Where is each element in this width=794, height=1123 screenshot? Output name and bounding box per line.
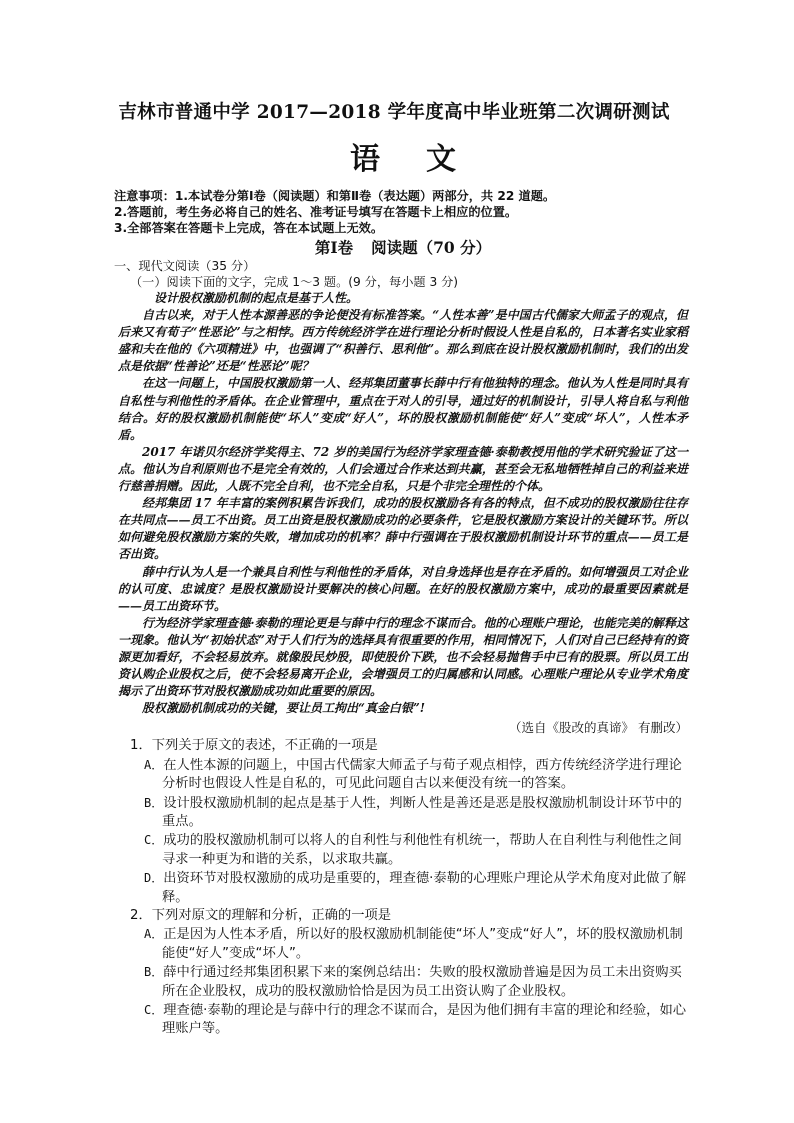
exam-page [114, 98, 688, 1039]
passage-source: （选自《股改的真谛》 有删改） [509, 720, 688, 736]
subsection-heading: （一）阅读下面的文字，完成 1～3 题。(9 分，每小题 3 分) [130, 275, 459, 289]
question-stem: 2．下列对原文的理解和分析，正确的一项是 [130, 908, 392, 923]
answer-option-c: C．成功的股权激励机制可以将人的自利性与利他性有机统一，帮助人在自利性与利他性之间寻求一种更为和谐的关系，以求取共赢。 [144, 833, 682, 867]
passage-paragraph: 经邦集团 17 年丰富的案例积累告诉我们，成功的股权激励各有各的特点，但不成功的股权激励往往存在共同点——员工不出资。员工出资是股权激励成功的必要条件，它是股权激励方案设计的关键环节。所以如何避免股权激励方案的失败，增加成功的机率？薛中行强调在于股权激励机制设计环节的重点——员工是否出资。 [118, 496, 688, 562]
part-title-b: 阅读题（70 分） [371, 238, 492, 257]
reading-passage [118, 290, 688, 717]
subject-char-2: 文 [426, 142, 456, 177]
subject-char-1: 语 [350, 142, 380, 177]
passage-paragraph: 在这一问题上，中国股权激励第一人、经邦集团董事长薛中行有他独特的理念。他认为人性是同时具有自私性与利他性的矛盾体。在企业管理中，重点在于对人的引导，通过好的机制设计，引导人将自私与利他结合。好的股权激励机制能使“坏人”变成“好人”，坏的股权激励机制能使“好人”变成“坏人”，人性本矛盾。 [118, 376, 688, 442]
passage-paragraph: 股权激励机制成功的关键，要让员工拘出“真金白银”! [142, 701, 426, 716]
question-2 [118, 907, 688, 1039]
passage-paragraph: 设计股权激励机制的起点是基于人性。 [154, 291, 359, 305]
answer-option-c: C．理查德·泰勒的理论是与薛中行的理念不谋而合，是因为他们拥有丰富的理论和经验，如心理账户等。 [144, 1003, 687, 1037]
answer-option-a: A．正是因为人性本矛盾，所以好的股权激励机制能使“坏人”变成“好人”，坏的股权激励机制能使“好人”变成“坏人”。 [144, 927, 683, 961]
part-title [118, 238, 688, 258]
passage-paragraph: 2017 年诺贝尔经济学奖得主、72 岁的美国行为经济学家理查德·泰勒教授用他的学术研究验证了这一点。他认为自利原则也不是完全有效的，人们会通过合作来达到共赢，甚至会无私地牺牲掉自己的利益来进行慈善捐赠。因此，人既不完全自利，也不完全自私，只是个非完全理性的个体。 [118, 444, 688, 494]
answer-option-a: A．在人性本源的问题上，中国古代儒家大师孟子与荀子观点相悖，西方传统经济学进行理论分析时也假设人性是自私的，可见此问题自古以来便没有统一的答案。 [144, 757, 682, 792]
question-stem: 1．下列关于原文的表述，不正确的一项是 [130, 738, 378, 754]
answer-option-d: D．出资环节对股权激励的成功是重要的，理查德·泰勒的心理账户理论从学术角度对此做了解释。 [144, 871, 687, 905]
part-title-a: 第Ⅰ卷 [314, 238, 354, 257]
note-line-3: 3.全部答案在答题卡上完成，答在本试题上无效。 [114, 221, 384, 235]
passage-paragraph: 自古以来，对于人性本源善恶的争论便没有标准答案。“人性本善”是中国古代儒家大师孟子的观点，但后来又有荀子“性恶论”与之相悖。西方传统经济学在进行理论分析时假设人性是自私的，日本著名实业家稻盛和夫在他的《六项精进》中，也强调了“积善行、思利他”。那么到底在设计股权激励机制时，我们的出发点是依据“性善论”还是“性恶论”呢？ [118, 308, 688, 374]
exam-title: 吉林市普通中学 2017—2018 学年度高中毕业班第二次调研测试 [118, 102, 670, 123]
answer-option-b: B．薛中行通过经邦集团积累下来的案例总结出：失败的股权激励普遍是因为员工未出资购买所在企业股权，成功的股权激励恰恰是因为员工出资认购了企业股权。 [144, 965, 682, 999]
section-heading: 一、现代文阅读（35 分） [114, 259, 256, 273]
question-1 [118, 737, 688, 907]
note-line-1: 注意事项：1.本试卷分第Ⅰ卷（阅读题）和第Ⅱ卷（表达题）两部分，共 22 道题。 [114, 189, 556, 203]
subject-heading [118, 134, 688, 182]
exam-notes [114, 188, 688, 236]
passage-paragraph: 薛中行认为人是一个兼具自利性与利他性的矛盾体，对自身选择也是存在矛盾的。如何增强员工对企业的认可度、忠诚度？是股权激励设计要解决的核心问题。在好的股权激励方案中，成功的最重要因素就是——员工出资环节。 [118, 564, 688, 613]
answer-option-b: B．设计股权激励机制的起点是基于人性，判断人性是善还是恶是股权激励机制设计环节中的重点。 [144, 795, 682, 829]
passage-paragraph: 行为经济学家理查德·泰勒的理论更是与薛中行的理念不谋而合。他的心理账户理论，也能完美的解释这一现象。他认为“初始状态”对于人们行为的选择具有很重要的作用，相同情况下，人们对自己已经持有的资源更加看好，不会轻易放弃。就像股民炒股，即使股价下跌，也不会轻易抛售手中已有的股票。所以员工出资认购企业股权之后，使不会轻易离开企业，会增强员工的归属感和认同感。心理账户理论从专业学术角度揭示了出资环节对股权激励成功如此重要的原因。 [118, 615, 688, 699]
note-line-2: 2.答题前，考生务必将自己的姓名、准考证号填写在答题卡上相应的位置。 [114, 205, 518, 219]
